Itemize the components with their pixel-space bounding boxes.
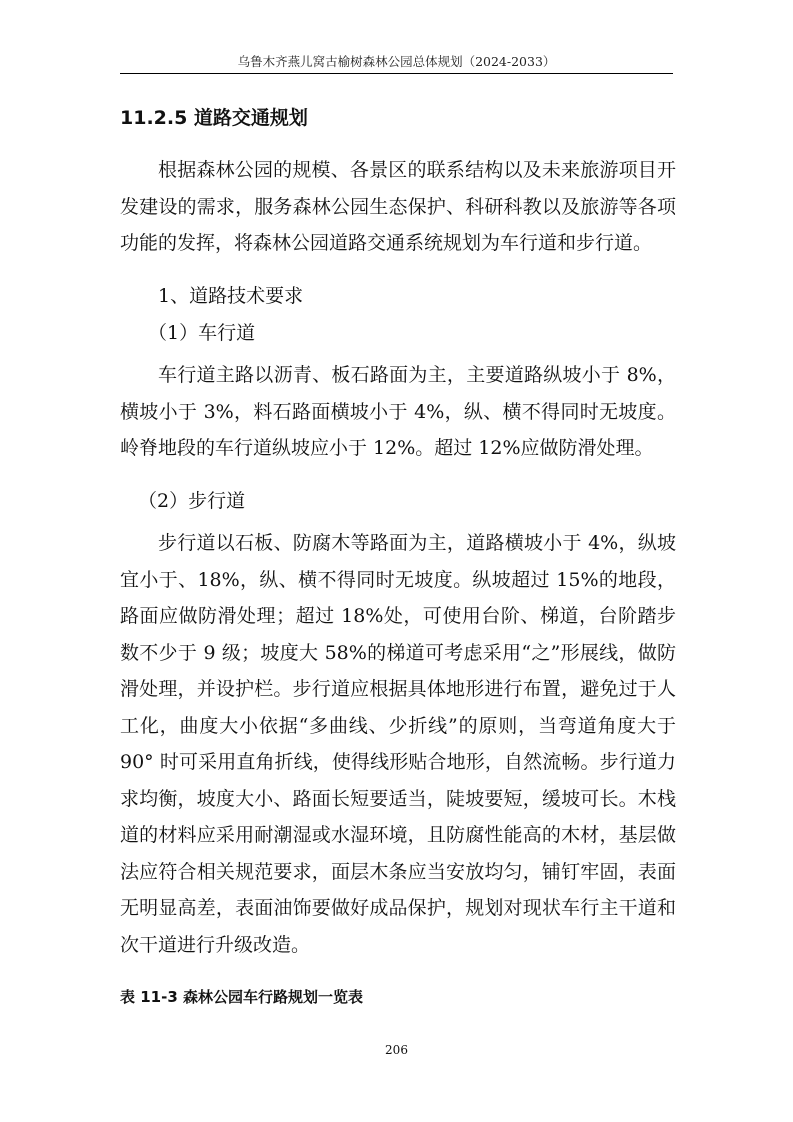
item-title-walkway: （2）步行道 — [138, 490, 246, 512]
intro-paragraph: 根据森林公园的规模、各景区的联系结构以及未来旅游项目开发建设的需求，服务森林公园生态保护、科研科教以及旅游等各项功能的发挥，将森林公园道路交通系统规划为车行道和步行道。 — [120, 159, 676, 254]
table-caption: 表 11-3 森林公园车行路规划一览表 — [120, 988, 363, 1006]
section-heading: 11.2.5 道路交通规划 — [120, 107, 308, 129]
header-divider — [120, 73, 673, 74]
subheading-road-requirements: 1、道路技术要求 — [158, 285, 304, 307]
item-title-vehicle-road: （1）车行道 — [148, 322, 256, 344]
walkway-paragraph: 步行道以石板、防腐木等路面为主，道路横坡小于 4%，纵坡宜小于、18%，纵、横不得同时无坡度。纵坡超过 15%的地段，路面应做防滑处理；超过 18%处，可使用台阶、梯道，台阶踏步数不少于 9 级；坡度大 58%的梯道可考虑采用“之”形展线，做防滑处理，并设护栏。步行道应根据具体地形进行布置，避免过于人工化，曲度大小依据“多曲线、少折线”的原则，当弯道角度大于 90° 时可采用直角折线，使得线形贴合地形，自然流畅。步行道力求均衡，坡度大小、路面长短要适当，陡坡要短，缓坡可长。木栈道的材料应采用耐潮湿或水湿环境，且防腐性能高的木材，基层做法应符合相关规范要求，面层木条应当安放均匀，铺钉牢固，表面无明显高差，表面油饰要做好成品保护，规划对现状车行主干道和次干道进行升级改造。 — [120, 532, 676, 956]
running-header: 乌鲁木齐燕儿窝古榆树森林公园总体规划（2024-2033） — [237, 54, 556, 69]
page-number: 206 — [385, 1043, 408, 1057]
vehicle-road-paragraph: 车行道主路以沥青、板石路面为主，主要道路纵坡小于 8%，横坡小于 3%，料石路面横坡小于 4%，纵、横不得同时无坡度。岭脊地段的车行道纵坡应小于 12%。超过 12%应做防滑处理。 — [120, 364, 676, 459]
